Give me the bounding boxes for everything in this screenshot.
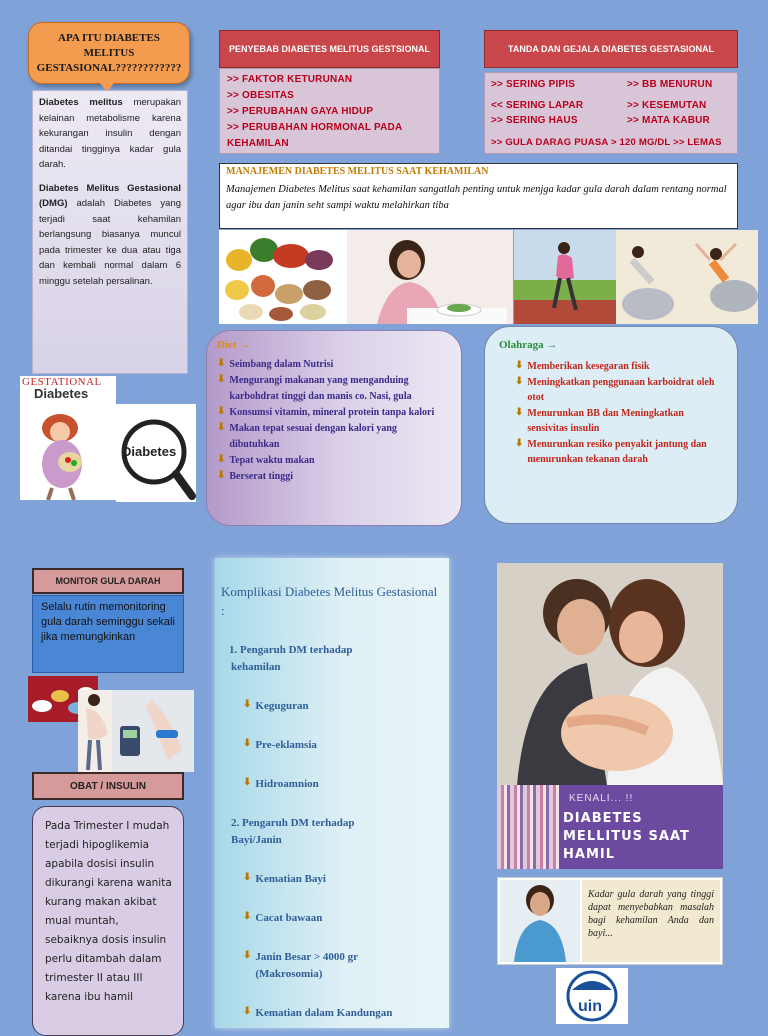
bullet-arrow-icon: ⬇ (515, 437, 524, 449)
intro-textbox (32, 90, 188, 374)
list-item: ⬇ Pre-eklamsia (243, 738, 317, 751)
symptoms-header (484, 30, 738, 68)
causes-box (219, 68, 440, 154)
list-item: ⬇ Cacat bawaan (243, 911, 323, 924)
running-woman-photo (514, 230, 616, 324)
callout-title: APA ITU DIABETES MELITUS GESTASIONAL???????????? (36, 31, 182, 74)
symptom-item: >> BB MENURUN (627, 79, 713, 90)
glucose-meter-photo (112, 690, 194, 772)
symptoms-box (484, 72, 738, 154)
bullet-arrow-icon: ⬇ (515, 360, 524, 371)
exercise-title: Olahraga → (499, 339, 558, 351)
pregnant-belly-photo (78, 690, 112, 772)
list-item: ⬇ Menurunkan BB dan Meningkatkan sensivitas insulin (515, 406, 684, 434)
symptom-item: >> SERING HAUS (491, 115, 578, 126)
def2-text: adalah Diabetes yang terjadi saat kehamilan berlangsung biasanya muncul pada trimester ke dua atau tiga dan kembali normal dalam 6 minggu setelah persalinan. (39, 198, 182, 287)
cause-item: >> PERUBAHAN HORMONAL PADA KEHAMILAN (227, 122, 403, 149)
monitor-header-text: MONITOR GULA DARAH (55, 576, 161, 586)
monitor-box (32, 595, 184, 673)
insulin-text: Pada Trimester I mudah terjadi hipoglikemia apabila dosisi insulin dikurangi karena wanita kurang makan akibat mual muntah, sebaiknya dosis insulin perlu ditambah dalam trimester II atau III karena ibu hamil (45, 820, 172, 1003)
uin-logo (556, 968, 628, 1024)
illustration-title-2: Diabetes (34, 386, 89, 401)
def1-text: merupakan kelainan metabolisme karena kekurangan insulin dengan ditandai tingginya kadar gula darah. (39, 97, 182, 170)
bullet-arrow-icon: ⬇ (243, 699, 252, 710)
cover-line-2: MELLITUS SAAT (563, 829, 690, 844)
list-item: ⬇ Keguguran (243, 699, 309, 712)
nurse-photo (500, 880, 580, 962)
bullet-arrow-icon: ⬇ (515, 406, 524, 418)
diabetes-magnifier-image (116, 404, 196, 502)
list-item: ⬇ Menurunkan resiko penyakit jantung dan menurunkan tekanan darah (515, 437, 707, 465)
complications-title: Komplikasi Diabetes Melitus Gestasional : (221, 584, 438, 618)
pregnant-cartoon-icon (20, 408, 116, 500)
monitor-text: Selalu rutin memonitoring gula darah seminggu sekali jika memungkinkan (41, 601, 175, 643)
cover-kenali: KENALI... !! (569, 793, 634, 804)
insulin-box (32, 806, 184, 1036)
food-photo (219, 230, 347, 324)
bullet-arrow-icon: ⬇ (217, 422, 226, 433)
management-text: Manajemen Diabetes Melitus saat kehamilan sangatlah penting untuk menjga kadar gula darah dalam rentang normal agar ibu dan janin seht sampi waktu melahirkan tiba (226, 184, 727, 211)
pattern-strip (497, 785, 559, 869)
list-item: ⬇ Makan tepat sesuai dengan kalori yang dibutuhkan (217, 422, 397, 450)
bullet-arrow-icon: ⬇ (243, 1006, 252, 1017)
cause-item: >> PERUBAHAN GAYA HIDUP (227, 106, 374, 117)
bullet-arrow-icon: ⬇ (217, 374, 226, 385)
list-item: ⬇ Janin Besar > 4000 gr (Makrosomia) (243, 950, 358, 980)
logo-text: uin (578, 998, 602, 1015)
symptom-item: >> MATA KABUR (627, 115, 710, 126)
couple-photo (497, 563, 723, 785)
insulin-header (32, 772, 184, 800)
gestational-diabetes-illustration (20, 376, 116, 500)
diet-title: Diet → (217, 339, 251, 351)
list-item: ⬇ Memberikan kesegaran fisik (515, 360, 650, 372)
exercise-ball-photo (616, 230, 758, 324)
bullet-arrow-icon: ⬇ (515, 375, 524, 387)
monitor-header (32, 568, 184, 594)
causes-header (219, 30, 440, 68)
cover-title-block (497, 785, 723, 869)
exercise-list (499, 359, 725, 468)
list-item: ⬇ Mengurangi makanan yang menganduing karbohdrat tinggi dan manis co. Nasi, gula (217, 374, 412, 402)
symptoms-header-text: TANDA DAN GEJALA DIABETES GESTASIONAL (507, 44, 714, 54)
symptom-item: >> GULA DARAG PUASA > 120 MG/DL >> LEMAS (491, 137, 722, 148)
quote-panel (582, 880, 720, 962)
complications-group-1: 1. Pengaruh DM terhadap kehamilan (229, 644, 353, 673)
list-item: ⬇ Konsumsi vitamin, mineral protein tanpa kalori (217, 406, 435, 418)
list-item: ⬇ Meningkatkan penggunaan karboidrat oleh otot (515, 375, 715, 403)
bullet-arrow-icon: ⬇ (243, 738, 252, 749)
diet-list (217, 357, 447, 485)
symptom-item: >> SERING PIPIS (491, 79, 576, 90)
bullet-arrow-icon: ⬇ (217, 406, 226, 417)
bullet-arrow-icon: ⬇ (217, 358, 226, 369)
def1-term: Diabetes melitus (39, 97, 123, 108)
bullet-arrow-icon: ⬇ (217, 454, 226, 465)
insulin-header-text: OBAT / INSULIN (70, 780, 146, 792)
illustration-title-1: GESTATIONAL (22, 376, 102, 388)
exercise-box (484, 326, 738, 524)
intro-callout (28, 22, 190, 84)
magnifier-text: Diabetes (122, 444, 177, 459)
def2-term: Diabetes Melitus Gestasional (DMG) (39, 182, 181, 209)
management-title: MANAJEMEN DIABETES MELITUS SAAT KEHAMILAN (226, 166, 489, 177)
diet-box (206, 330, 462, 526)
list-item: ⬇ Seimbang dalam Nutrisi (217, 358, 334, 370)
eating-woman-photo (347, 230, 513, 324)
complications-panel (215, 558, 449, 1028)
bullet-arrow-icon: ⬇ (243, 777, 252, 788)
bullet-arrow-icon: ⬇ (217, 470, 226, 481)
management-box (219, 163, 738, 229)
list-item: ⬇ Kematian Bayi (243, 872, 326, 885)
quote-box (497, 877, 723, 965)
bullet-arrow-icon: ⬇ (243, 911, 252, 922)
cause-item: >> OBESITAS (227, 90, 295, 101)
list-item: ⬇ Hidroamnion (243, 777, 319, 790)
list-item: ⬇ Tepat waktu makan (217, 454, 315, 466)
bullet-arrow-icon: ⬇ (243, 872, 252, 883)
causes-header-text: PENYEBAB DIABETES MELITUS GESTSIONAL (228, 44, 431, 54)
symptom-item: >> KESEMUTAN (627, 100, 707, 111)
list-item: ⬇ Kematian dalam Kandungan (243, 1006, 393, 1019)
complications-group-2: 2. Pengaruh DM terhadap Bayi/Janin (231, 817, 355, 846)
cover-line-1: DIABETES (563, 811, 643, 826)
cover-line-3: HAMIL (563, 847, 615, 862)
symptom-item: << SERING LAPAR (491, 100, 584, 111)
bullet-arrow-icon: ⬇ (243, 950, 252, 961)
cause-item: >> FAKTOR KETURUNAN (227, 74, 353, 85)
list-item: ⬇ Berserat tinggi (217, 470, 293, 482)
quote-text: Kadar gula darah yang tinggi dapat menyebabkan masalah bagi kehamilan Anda dan bayi... (588, 889, 714, 939)
